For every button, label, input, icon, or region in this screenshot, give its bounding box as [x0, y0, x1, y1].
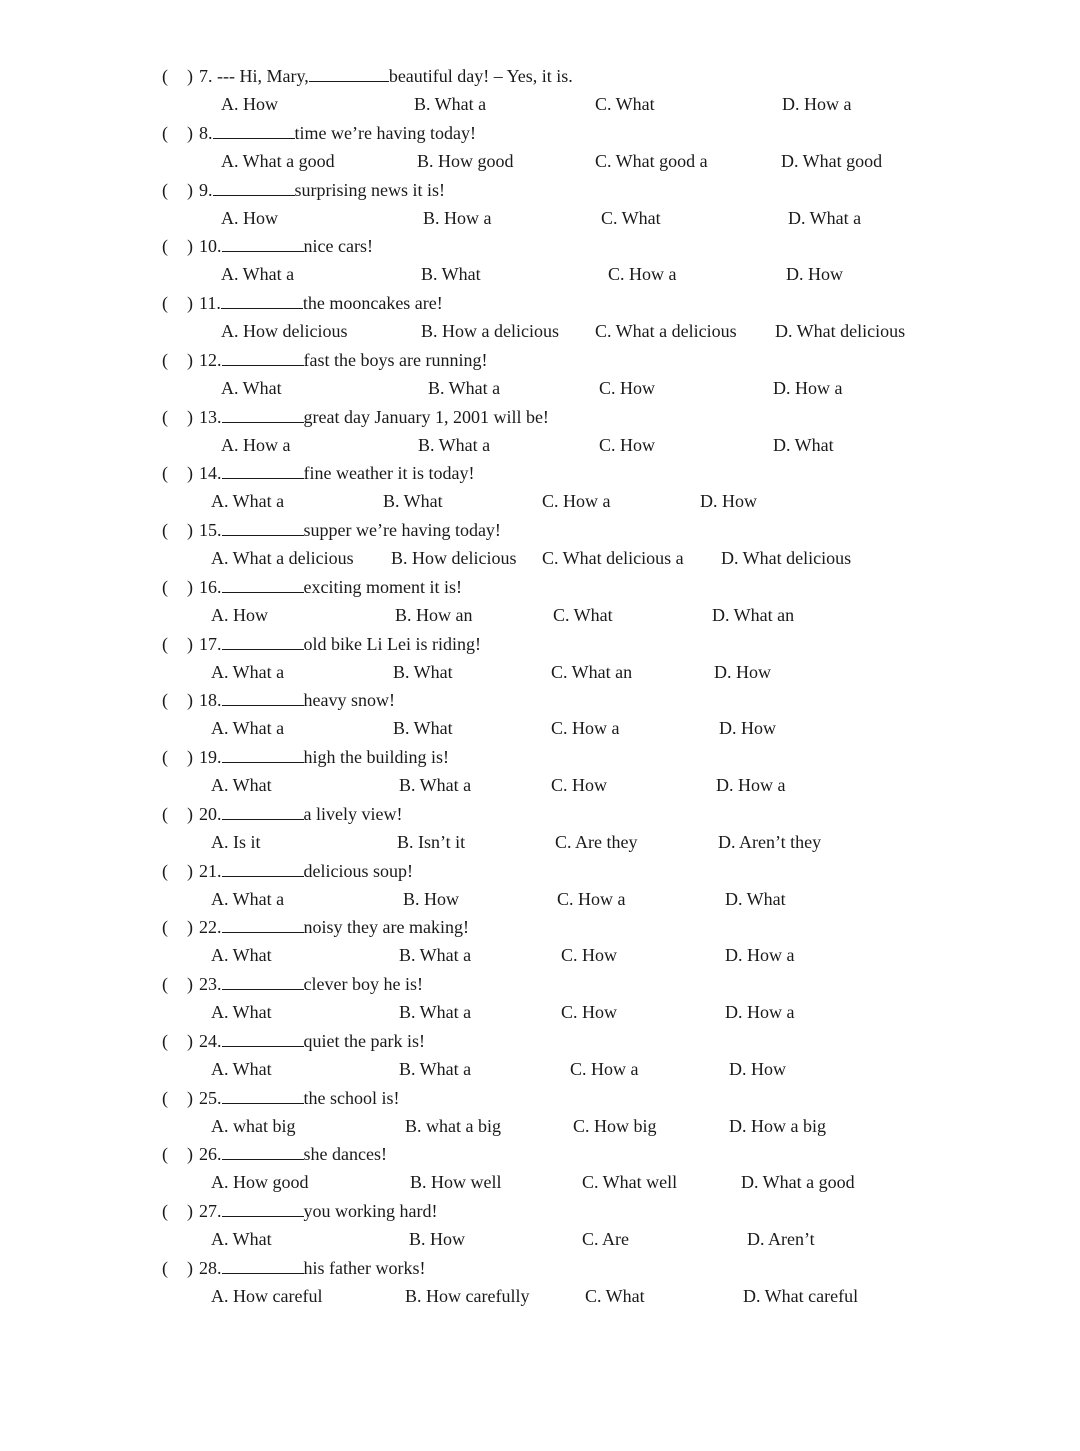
option-d: D. What careful — [743, 1285, 859, 1306]
answer-blank — [222, 1085, 304, 1104]
question-number: 23. — [199, 974, 222, 994]
option-c: C. What a delicious — [595, 321, 737, 341]
option-d: D. How a — [725, 945, 795, 966]
question-suffix: clever boy he is! — [303, 974, 423, 994]
answer-paren-open: ( — [162, 349, 168, 370]
question-item — [0, 232, 1080, 289]
option-c: C. Are they — [555, 831, 638, 852]
answer-blank — [222, 1028, 304, 1047]
answer-paren-close: ) — [187, 1087, 193, 1108]
option-b: B. What a — [428, 377, 501, 398]
question-number: 25. — [199, 1087, 222, 1108]
question-number: 18. — [199, 690, 222, 711]
answer-blank — [222, 914, 304, 933]
answer-blank — [222, 1198, 304, 1217]
question-text — [199, 800, 402, 828]
question-text — [199, 1197, 437, 1225]
question-item — [0, 516, 1080, 573]
question-item — [0, 573, 1080, 630]
option-b: B. What — [421, 264, 481, 285]
option-a: A. What — [221, 377, 282, 398]
option-b: B. How well — [410, 1172, 502, 1193]
option-c: C. What — [601, 207, 661, 228]
option-c: C. How a — [557, 888, 626, 909]
question-suffix: nice cars! — [303, 236, 373, 257]
question-text — [199, 119, 476, 147]
option-d: D. What a — [788, 207, 862, 228]
question-number: 16. — [199, 576, 222, 597]
question-suffix: old bike Li Lei is riding! — [303, 633, 481, 654]
option-d: D. How — [714, 661, 771, 682]
option-a: A. What a good — [221, 150, 335, 171]
option-c: C. What — [595, 94, 655, 114]
answer-paren-close: ) — [187, 633, 193, 654]
answer-paren-open: ( — [162, 1087, 168, 1108]
answer-paren-close: ) — [187, 1201, 193, 1221]
question-item — [0, 176, 1080, 233]
question-suffix: you working hard! — [303, 1201, 438, 1221]
answer-paren-open: ( — [162, 293, 168, 313]
answer-blank — [222, 1255, 304, 1274]
option-c: C. What well — [582, 1172, 678, 1193]
answer-paren-close: ) — [187, 463, 193, 484]
question-number: 15. — [199, 520, 222, 540]
option-b: B. Isn’t it — [397, 831, 466, 852]
option-a: A. what big — [211, 1115, 296, 1136]
question-suffix: heavy snow! — [303, 690, 395, 711]
question-number: 14. — [199, 463, 222, 484]
option-d: D. How a big — [729, 1115, 826, 1136]
answer-paren-open: ( — [162, 1144, 168, 1165]
option-a: A. What a — [221, 264, 295, 285]
question-number: 11. — [199, 293, 221, 313]
answer-paren-open: ( — [162, 1030, 168, 1051]
answer-blank — [222, 347, 304, 366]
answer-blank — [213, 120, 295, 139]
answer-paren-close: ) — [187, 860, 193, 881]
question-number: 10. — [199, 236, 222, 257]
option-b: B. How a — [423, 207, 492, 228]
option-d: D. How — [719, 718, 776, 739]
option-c: C. How big — [573, 1115, 657, 1136]
answer-paren-open: ( — [162, 974, 168, 994]
option-a: A. What — [211, 1058, 272, 1079]
answer-paren-open: ( — [162, 1201, 168, 1221]
answer-blank — [222, 971, 304, 990]
answer-paren-open: ( — [162, 179, 168, 200]
answer-paren-close: ) — [187, 349, 193, 370]
question-item — [0, 459, 1080, 516]
option-a: A. How — [221, 94, 278, 114]
question-text — [199, 1140, 387, 1168]
answer-paren-open: ( — [162, 747, 168, 767]
option-b: B. What a — [399, 775, 472, 795]
answer-blank — [221, 290, 303, 309]
answer-paren-close: ) — [187, 293, 193, 313]
answer-paren-open: ( — [162, 576, 168, 597]
answer-paren-close: ) — [187, 974, 193, 994]
option-b: B. What a — [399, 1058, 472, 1079]
answer-blank — [222, 517, 304, 536]
option-d: D. How — [700, 491, 757, 512]
question-text — [199, 289, 443, 317]
option-d: D. How — [729, 1058, 786, 1079]
option-b: B. What — [393, 718, 453, 739]
option-a: A. What a — [211, 888, 285, 909]
question-suffix: a lively view! — [303, 803, 403, 824]
option-a: A. How — [211, 604, 268, 625]
answer-blank — [222, 460, 304, 479]
answer-paren-close: ) — [187, 1144, 193, 1165]
option-b: B. How — [409, 1229, 466, 1249]
question-text — [199, 459, 474, 487]
answer-blank — [222, 404, 304, 423]
question-suffix: beautiful day! – Yes, it is. — [388, 66, 573, 86]
question-text — [199, 232, 373, 260]
option-b: B. How delicious — [391, 548, 517, 568]
answer-paren-open: ( — [162, 917, 168, 938]
question-item — [0, 686, 1080, 743]
answer-paren-close: ) — [187, 236, 193, 257]
question-item — [0, 913, 1080, 970]
question-number: 17. — [199, 633, 222, 654]
option-a: A. Is it — [211, 831, 261, 852]
answer-blank — [222, 858, 304, 877]
question-text — [199, 176, 445, 204]
question-number: 13. — [199, 406, 222, 427]
answer-blank — [222, 801, 304, 820]
question-item — [0, 346, 1080, 403]
answer-paren-close: ) — [187, 747, 193, 767]
question-suffix: quiet the park is! — [303, 1030, 425, 1051]
option-c: C. How — [561, 1002, 618, 1022]
answer-paren-close: ) — [187, 1257, 193, 1278]
question-suffix: the school is! — [303, 1087, 400, 1108]
question-item — [0, 630, 1080, 687]
question-number: 19. — [199, 747, 222, 767]
answer-paren-open: ( — [162, 690, 168, 711]
answer-paren-open: ( — [162, 803, 168, 824]
option-b: B. How carefully — [405, 1285, 530, 1306]
option-d: D. How a — [725, 1002, 795, 1022]
question-item — [0, 62, 1080, 119]
option-a: A. How good — [211, 1172, 309, 1193]
option-a: A. What a — [211, 718, 285, 739]
option-d: D. Aren’t — [747, 1229, 815, 1249]
answer-paren-close: ) — [187, 406, 193, 427]
option-d: D. What delicious — [775, 321, 906, 341]
question-text — [199, 346, 487, 374]
question-suffix: she dances! — [303, 1144, 387, 1165]
option-d: D. What — [773, 434, 834, 455]
option-a: A. What — [211, 1229, 272, 1249]
question-number: 28. — [199, 1257, 222, 1278]
question-item — [0, 1084, 1080, 1141]
answer-paren-close: ) — [187, 576, 193, 597]
option-a: A. What a delicious — [211, 548, 354, 568]
question-item — [0, 800, 1080, 857]
question-item — [0, 857, 1080, 914]
option-c: C. How a — [570, 1058, 639, 1079]
answer-paren-close: ) — [187, 803, 193, 824]
question-suffix: fine weather it is today! — [303, 463, 475, 484]
question-suffix: surprising news it is! — [294, 179, 445, 200]
question-text — [199, 743, 449, 771]
question-number: 24. — [199, 1030, 222, 1051]
question-suffix: fast the boys are running! — [303, 349, 488, 370]
question-text — [199, 1254, 425, 1282]
option-d: D. What an — [712, 604, 795, 625]
answer-paren-open: ( — [162, 406, 168, 427]
question-number: 8. — [199, 122, 213, 143]
question-text — [199, 686, 395, 714]
question-suffix: time we’re having today! — [294, 122, 476, 143]
option-b: B. What a — [399, 1002, 472, 1022]
option-b: B. How good — [417, 150, 514, 171]
question-text — [199, 516, 501, 544]
question-item — [0, 119, 1080, 176]
option-c: C. How a — [551, 718, 620, 739]
answer-paren-close: ) — [187, 122, 193, 143]
answer-blank — [213, 177, 295, 196]
option-c: C. What an — [551, 661, 633, 682]
question-suffix: delicious soup! — [303, 860, 413, 881]
option-d: D. What good — [781, 150, 883, 171]
option-c: C. How — [551, 775, 608, 795]
answer-paren-open: ( — [162, 236, 168, 257]
answer-paren-close: ) — [187, 179, 193, 200]
answer-paren-open: ( — [162, 66, 168, 86]
question-item — [0, 1027, 1080, 1084]
option-d: D. How a — [716, 775, 786, 795]
option-a: A. What a — [211, 491, 285, 512]
option-c: C. What good a — [595, 150, 708, 171]
answer-blank — [222, 687, 304, 706]
answer-blank — [309, 63, 389, 82]
option-c: C. Are — [582, 1229, 629, 1249]
question-number: 20. — [199, 803, 222, 824]
answer-blank — [222, 631, 304, 650]
option-a: A. How — [221, 207, 278, 228]
option-b: B. What a — [418, 434, 491, 455]
question-item — [0, 743, 1080, 800]
question-number: 26. — [199, 1144, 222, 1165]
question-number: 7. — [199, 66, 213, 86]
option-a: A. How delicious — [221, 321, 348, 341]
option-c: C. How — [599, 377, 656, 398]
answer-paren-open: ( — [162, 633, 168, 654]
option-b: B. What a — [399, 945, 472, 966]
question-text — [199, 62, 573, 90]
question-item — [0, 1197, 1080, 1254]
option-c: C. What delicious a — [542, 548, 684, 568]
question-suffix: supper we’re having today! — [303, 520, 501, 540]
option-b: B. How a delicious — [421, 321, 559, 341]
question-text — [199, 970, 423, 998]
question-number: 27. — [199, 1201, 222, 1221]
question-number: 12. — [199, 349, 222, 370]
question-suffix: high the building is! — [303, 747, 449, 767]
option-b: B. what a big — [405, 1115, 501, 1136]
question-item — [0, 970, 1080, 1027]
option-c: C. How a — [542, 491, 611, 512]
question-text — [199, 913, 469, 941]
question-item — [0, 289, 1080, 346]
option-c: C. How a — [608, 264, 677, 285]
option-c: C. What — [585, 1285, 645, 1306]
answer-blank — [222, 744, 304, 763]
option-a: A. What a — [211, 661, 285, 682]
option-d: D. How a — [782, 94, 852, 114]
question-number: 9. — [199, 179, 213, 200]
question-text — [199, 857, 413, 885]
option-d: D. How a — [773, 377, 843, 398]
question-suffix: noisy they are making! — [303, 917, 469, 938]
option-a: A. What — [211, 1002, 272, 1022]
option-b: B. How an — [395, 604, 473, 625]
option-a: A. How a — [221, 434, 291, 455]
question-text — [199, 573, 462, 601]
question-number: 22. — [199, 917, 222, 938]
question-suffix: great day January 1, 2001 will be! — [303, 406, 549, 427]
option-c: C. What — [553, 604, 613, 625]
option-b: B. How — [403, 888, 460, 909]
option-d: D. How — [786, 264, 843, 285]
worksheet — [0, 62, 1080, 1311]
question-text — [199, 1084, 400, 1112]
question-text — [199, 1027, 425, 1055]
question-number: 21. — [199, 860, 222, 881]
option-c: C. How — [561, 945, 618, 966]
option-d: D. What — [725, 888, 786, 909]
answer-paren-open: ( — [162, 860, 168, 881]
question-item — [0, 1254, 1080, 1311]
option-a: A. How careful — [211, 1285, 323, 1306]
answer-blank — [222, 574, 304, 593]
answer-paren-open: ( — [162, 122, 168, 143]
option-c: C. How — [599, 434, 656, 455]
question-item — [0, 403, 1080, 460]
option-b: B. What — [383, 491, 443, 512]
question-item — [0, 1140, 1080, 1197]
answer-blank — [222, 233, 304, 252]
answer-paren-close: ) — [187, 690, 193, 711]
question-suffix: exciting moment it is! — [303, 576, 462, 597]
answer-paren-open: ( — [162, 1257, 168, 1278]
answer-paren-open: ( — [162, 520, 168, 540]
answer-paren-close: ) — [187, 1030, 193, 1051]
option-b: B. What — [393, 661, 453, 682]
option-a: A. What — [211, 945, 272, 966]
option-a: A. What — [211, 775, 272, 795]
answer-paren-open: ( — [162, 463, 168, 484]
option-b: B. What a — [414, 94, 487, 114]
question-prefix: --- Hi, Mary, — [217, 66, 309, 86]
question-suffix: his father works! — [303, 1257, 426, 1278]
option-d: D. Aren’t they — [718, 831, 822, 852]
question-text — [199, 403, 549, 431]
option-d: D. What delicious — [721, 548, 852, 568]
question-suffix: the mooncakes are! — [302, 293, 443, 313]
answer-blank — [222, 1141, 304, 1160]
question-text — [199, 630, 481, 658]
option-d: D. What a good — [741, 1172, 855, 1193]
answer-paren-close: ) — [187, 66, 193, 86]
answer-paren-close: ) — [187, 520, 193, 540]
answer-paren-close: ) — [187, 917, 193, 938]
